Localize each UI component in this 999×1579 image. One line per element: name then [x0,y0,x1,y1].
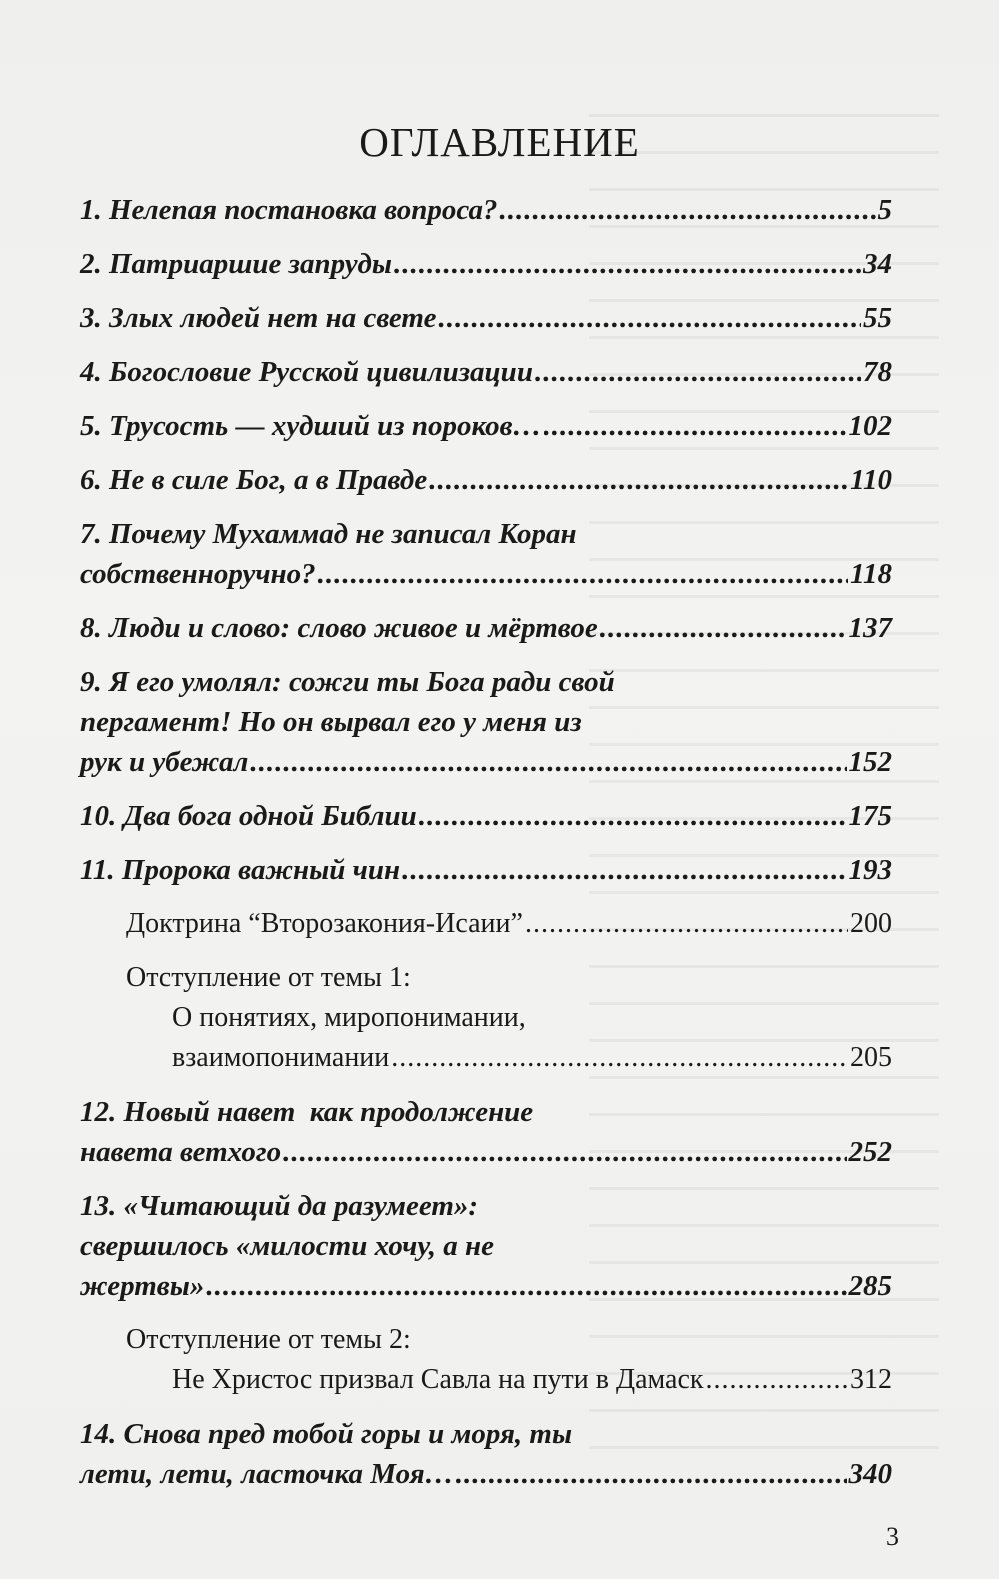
toc-page-number: 205 [850,1042,892,1073]
toc-page-number: 152 [848,746,892,778]
toc-page-number: 5 [877,194,892,226]
toc-entry-10[interactable] [80,796,892,836]
toc-entry-14[interactable] [80,1414,892,1494]
toc-entry-title-cont: лети, лети, ласточка Моя… [80,1458,454,1490]
toc-entry-title: 8. Люди и слово: слово живое и мёртвое [80,612,598,644]
table-of-contents [80,190,892,1508]
toc-subentry-doctrine[interactable] [80,904,892,944]
toc-page-number: 200 [850,908,892,939]
dot-leader [394,244,861,284]
toc-entry-title-cont: рук и убежал [80,746,249,778]
toc-entry-4[interactable] [80,352,892,392]
toc-entry-8[interactable] [80,608,892,648]
toc-page-number: 340 [848,1458,892,1490]
toc-entry-title: 2. Патриаршие запруды [80,248,393,280]
toc-subentry-digression-1[interactable] [80,958,892,1078]
toc-page-number: 137 [848,612,892,644]
dot-leader [429,460,848,500]
toc-entry-title: 1. Нелепая постановка вопроса? [80,194,498,226]
toc-entry-title-cont: пергамент! Но он вырвал его у меня из [80,706,582,738]
toc-entry-title: 5. Трусость — худший из пороков… [80,410,542,442]
toc-entry-3[interactable] [80,298,892,338]
toc-subentry-digression-2[interactable] [80,1320,892,1400]
dot-leader [535,352,861,392]
toc-entry-13[interactable] [80,1186,892,1306]
dot-leader [250,742,846,782]
toc-page-number: 78 [863,356,892,388]
digression-title-cont: взаимопонимании [172,1042,390,1073]
toc-page-number: 285 [848,1270,892,1302]
toc-page-number: 102 [848,410,892,442]
toc-entry-title-cont: собственноручно? [80,558,316,590]
toc-page-number: 118 [850,558,892,590]
toc-entry-title: 3. Злых людей нет на свете [80,302,437,334]
digression-heading: Отступление от темы 1: [126,962,411,993]
dot-leader [206,1266,846,1306]
toc-entry-title: 13. «Читающий да разумеет»: [80,1190,479,1222]
toc-entry-12[interactable] [80,1092,892,1172]
dot-leader [456,1454,847,1494]
toc-subentry-title: Доктрина “Второзакония-Исаии” [126,908,523,939]
dot-leader [391,1038,848,1078]
toc-entry-1[interactable] [80,190,892,230]
dot-leader [706,1360,848,1400]
toc-entry-title: 12. Новый навет как продолжение [80,1096,534,1128]
toc-entry-7[interactable] [80,514,892,594]
dot-leader [402,850,846,890]
toc-entry-title: 9. Я его умолял: сожги ты Бога ради свой [80,666,615,698]
toc-entry-title: 10. Два бога одной Библии [80,800,417,832]
dot-leader [525,904,848,944]
toc-entry-title: 11. Пророка важный чин [80,854,401,886]
toc-page-number: 252 [848,1136,892,1168]
dot-leader [600,608,847,648]
toc-entry-title: 6. Не в силе Бог, а в Правде [80,464,428,496]
toc-page-number: 193 [848,854,892,886]
dot-leader [438,298,861,338]
toc-entry-title-cont: жертвы» [80,1270,205,1302]
toc-entry-2[interactable] [80,244,892,284]
toc-entry-11[interactable] [80,850,892,890]
dot-leader [318,554,848,594]
digression-title: О понятиях, миропонимании, [172,1002,526,1033]
toc-page-number: 312 [850,1364,892,1395]
dot-leader [419,796,847,836]
toc-page-number: 110 [850,464,892,496]
toc-entry-title-cont: навета ветхого [80,1136,282,1168]
toc-entry-title-cont: свершилось «милости хочу, а не [80,1230,494,1262]
toc-entry-title: 14. Снова пред тобой горы и моря, ты [80,1418,573,1450]
toc-page-number: 34 [863,248,892,280]
dot-leader [499,190,875,230]
page-number: 3 [886,1522,899,1551]
digression-title: Не Христос призвал Савла на пути в Дамаск [172,1364,704,1395]
toc-entry-title: 7. Почему Мухаммад не записал Коран [80,518,577,550]
toc-entry-6[interactable] [80,460,892,500]
dot-leader [283,1132,846,1172]
dot-leader [544,406,847,446]
toc-entry-9[interactable] [80,662,892,782]
toc-entry-title: 4. Богословие Русской цивилизации [80,356,533,388]
toc-entry-5[interactable] [80,406,892,446]
toc-page-number: 175 [848,800,892,832]
toc-page-number: 55 [863,302,892,334]
page-title: ОГЛАВЛЕНИЕ [359,119,640,165]
digression-heading: Отступление от темы 2: [126,1324,411,1355]
